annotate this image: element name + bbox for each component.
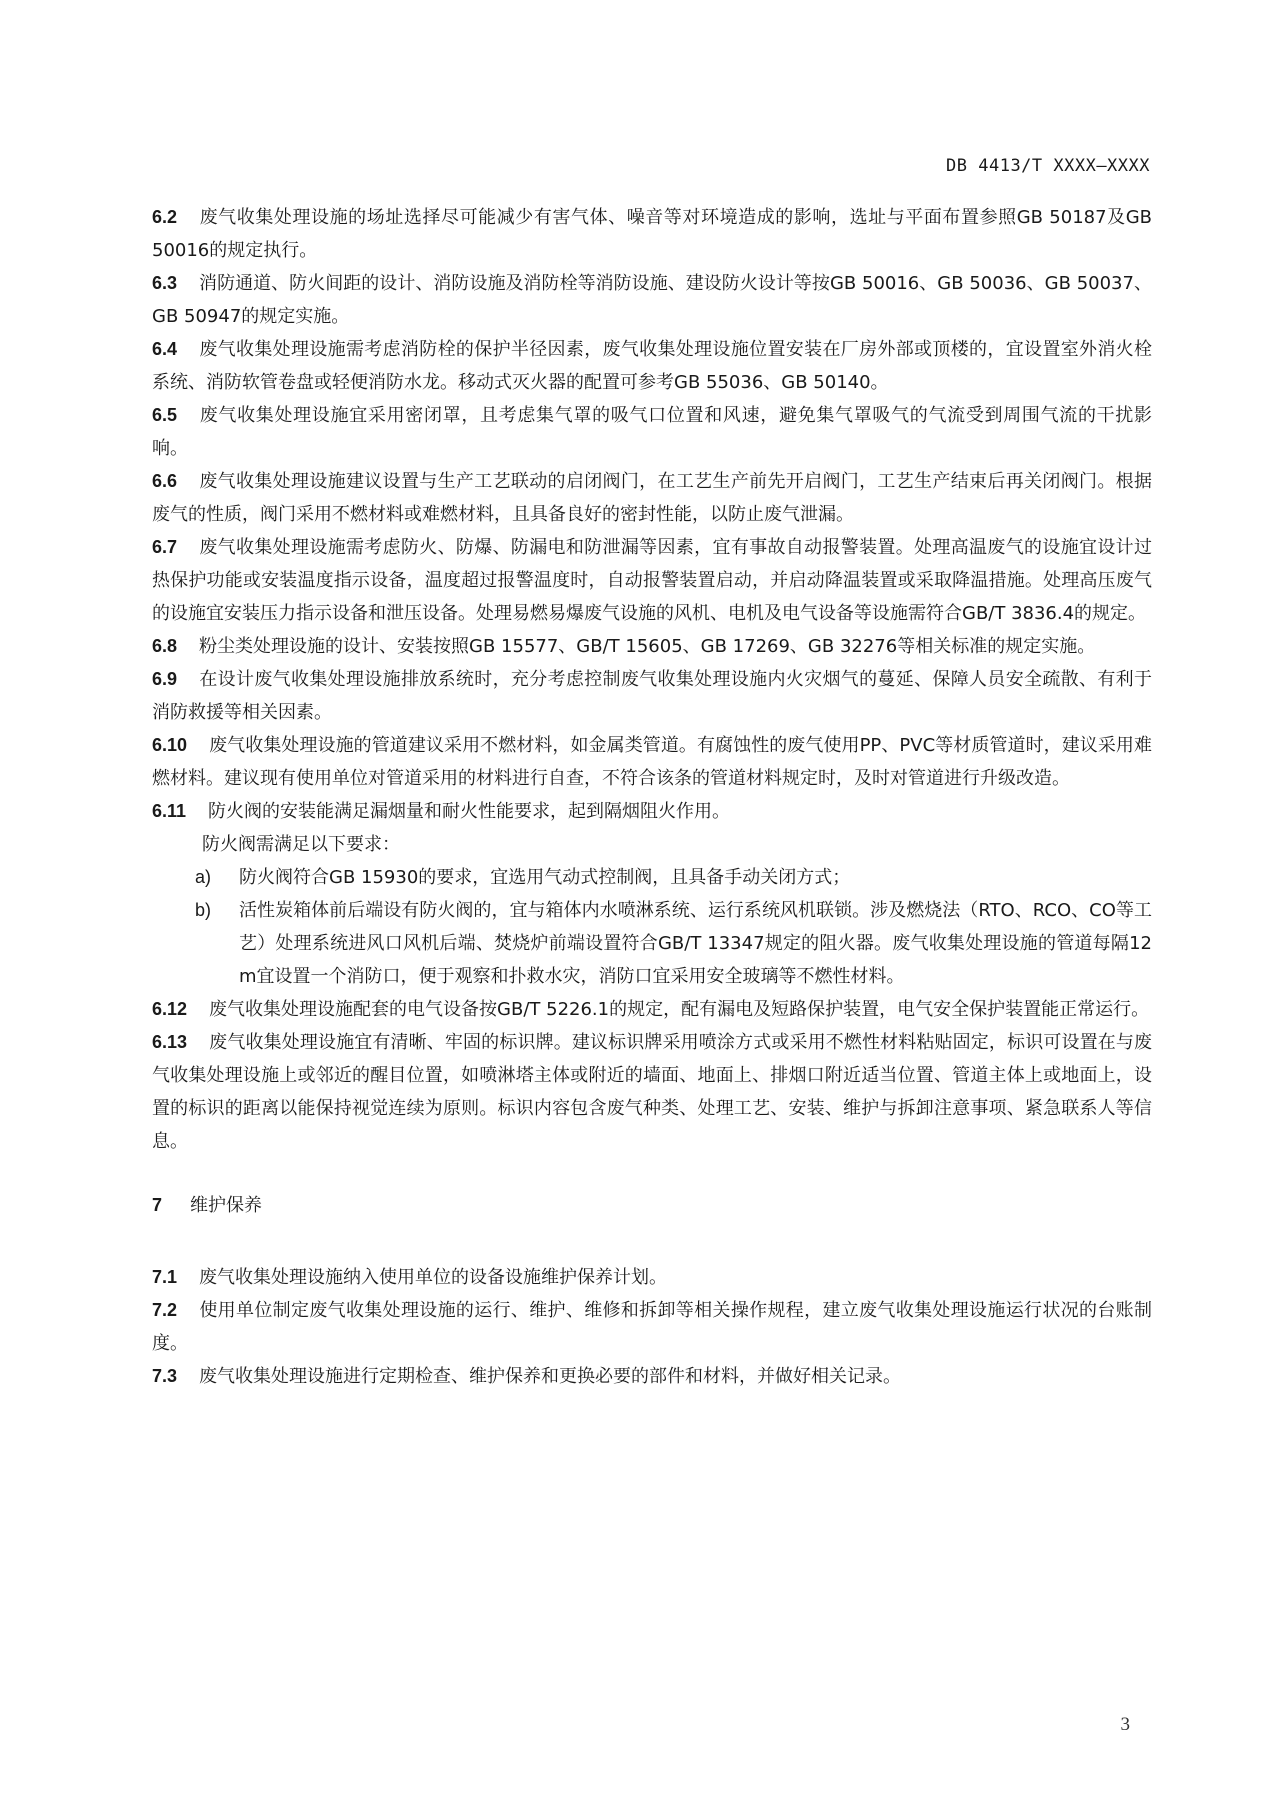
fire-damper-intro: 防火阀需满足以下要求： xyxy=(202,834,400,855)
list-marker: a) xyxy=(195,867,212,887)
clause-number: 7.2 xyxy=(152,1300,178,1320)
clause-7-3 xyxy=(152,1360,1152,1393)
clause-text: 废气收集处理设施宜有清晰、牢固的标识牌。建议标识牌采用喷涂方式或采用不燃性材料粘贴固定，标识可设置在与废气收集处理设施上或邻近的醒目位置，如喷淋塔主体或附近的墙面、地面上、排烟口附近适当位置、管道主体上或地面上，设置的标识的距离以能保持视觉连续为原则。标识内容包含废气种类、处理工艺、安装、维护与拆卸注意事项、紧急联系人等信息。 xyxy=(152,1032,1152,1152)
clause-number: 7.3 xyxy=(152,1366,178,1386)
clause-number: 6.11 xyxy=(152,801,187,821)
clause-7-1 xyxy=(152,1261,1152,1294)
list-item-a xyxy=(152,861,1152,894)
clause-text: 防火阀的安装能满足漏烟量和耐火性能要求，起到隔烟阻火作用。 xyxy=(208,801,731,822)
clause-6-11 xyxy=(152,795,1152,828)
clause-number: 7.1 xyxy=(152,1267,178,1287)
section-7-heading xyxy=(152,1189,1152,1222)
list-item-b xyxy=(152,894,1152,993)
list-text: 防火阀符合GB 15930的要求，宜选用气动式控制阀，且具备手动关闭方式； xyxy=(239,867,851,888)
clause-6-12 xyxy=(152,993,1152,1026)
clause-text: 废气收集处理设施进行定期检查、维护保养和更换必要的部件和材料，并做好相关记录。 xyxy=(199,1366,902,1387)
document-body xyxy=(152,201,1152,1393)
clause-6-2 xyxy=(152,201,1152,267)
clause-number: 6.8 xyxy=(152,636,178,656)
clause-text: 废气收集处理设施配套的电气设备按GB/T 5226.1的规定，配有漏电及短路保护装置，电气安全保护装置能正常运行。 xyxy=(209,999,1150,1020)
clause-number: 6.10 xyxy=(152,735,188,755)
clause-7-2 xyxy=(152,1294,1152,1360)
clause-6-13 xyxy=(152,1026,1152,1158)
clause-number: 6.5 xyxy=(152,405,178,425)
clause-6-8 xyxy=(152,630,1152,663)
list-marker: b) xyxy=(195,900,212,920)
list-text: 活性炭箱体前后端设有防火阀的，宜与箱体内水喷淋系统、运行系统风机联锁。涉及燃烧法（RTO、RCO、CO等工艺）处理系统进风口风机后端、焚烧炉前端设置符合GB/T 13347规定的阻火器。废气收集处理设施的管道每隔12 m宜设置一个消防口，便于观察和扑救水灾，消防口宜采用安全玻璃等不燃性材料。 xyxy=(239,900,1152,987)
clause-6-6 xyxy=(152,465,1152,531)
clause-6-9 xyxy=(152,663,1152,729)
clause-number: 6.13 xyxy=(152,1032,188,1052)
clause-text: 废气收集处理设施的场址选择尽可能减少有害气体、噪音等对环境造成的影响，选址与平面布置参照GB 50187及GB 50016的规定执行。 xyxy=(152,207,1152,261)
clause-text: 消防通道、防火间距的设计、消防设施及消防栓等消防设施、建设防火设计等按GB 50016、GB 50036、GB 50037、GB 50947的规定实施。 xyxy=(152,273,1152,327)
clause-text: 废气收集处理设施需考虑消防栓的保护半径因素，废气收集处理设施位置安装在厂房外部或顶楼的，宜设置室外消火栓系统、消防软管卷盘或轻便消防水龙。移动式灭火器的配置可参考GB 55036、GB 50140。 xyxy=(152,339,1152,393)
clause-text: 废气收集处理设施需考虑防火、防爆、防漏电和防泄漏等因素，宜有事故自动报警装置。处理高温废气的设施宜设计过热保护功能或安装温度指示设备，温度超过报警温度时，自动报警装置启动，并启动降温装置或采取降温措施。处理高压废气的设施宜安装压力指示设备和泄压设备。处理易燃易爆废气设施的风机、电机及电气设备等设施需符合GB/T 3836.4的规定。 xyxy=(152,537,1152,624)
clause-number: 6.2 xyxy=(152,207,178,227)
clause-6-7 xyxy=(152,531,1152,630)
clause-text: 在设计废气收集处理设施排放系统时，充分考虑控制废气收集处理设施内火灾烟气的蔓延、保障人员安全疏散、有利于消防救援等相关因素。 xyxy=(152,669,1152,723)
clause-number: 6.3 xyxy=(152,273,178,293)
standard-code-header: DB 4413/T XXXX—XXXX xyxy=(946,156,1150,176)
clause-6-3 xyxy=(152,267,1152,333)
clause-text: 废气收集处理设施纳入使用单位的设备设施维护保养计划。 xyxy=(199,1267,668,1288)
clause-number: 6.6 xyxy=(152,471,178,491)
section-number: 7 xyxy=(152,1195,163,1215)
clause-text: 废气收集处理设施建议设置与生产工艺联动的启闭阀门，在工艺生产前先开启阀门，工艺生产结束后再关闭阀门。根据废气的性质，阀门采用不燃材料或难燃材料，且具备良好的密封性能，以防止废气泄漏。 xyxy=(152,471,1152,525)
clause-text: 废气收集处理设施宜采用密闭罩，且考虑集气罩的吸气口位置和风速，避免集气罩吸气的气流受到周围气流的干扰影响。 xyxy=(152,405,1152,459)
clause-number: 6.9 xyxy=(152,669,178,689)
clause-6-10 xyxy=(152,729,1152,795)
clause-6-5 xyxy=(152,399,1152,465)
page-number: 3 xyxy=(1120,1714,1130,1735)
clause-number: 6.7 xyxy=(152,537,178,557)
clause-text: 废气收集处理设施的管道建议采用不燃材料，如金属类管道。有腐蚀性的废气使用PP、PVC等材质管道时，建议采用难燃材料。建议现有使用单位对管道采用的材料进行自查，不符合该条的管道材料规定时，及时对管道进行升级改造。 xyxy=(152,735,1152,789)
clause-6-4 xyxy=(152,333,1152,399)
clause-text: 使用单位制定废气收集处理设施的运行、维护、维修和拆卸等相关操作规程，建立废气收集处理设施运行状况的台账制度。 xyxy=(152,1300,1152,1354)
clause-number: 6.4 xyxy=(152,339,178,359)
section-title: 维护保养 xyxy=(190,1195,263,1216)
clause-number: 6.12 xyxy=(152,999,188,1019)
clause-text: 粉尘类处理设施的设计、安装按照GB 15577、GB/T 15605、GB 17269、GB 32276等相关标准的规定实施。 xyxy=(199,636,1096,657)
